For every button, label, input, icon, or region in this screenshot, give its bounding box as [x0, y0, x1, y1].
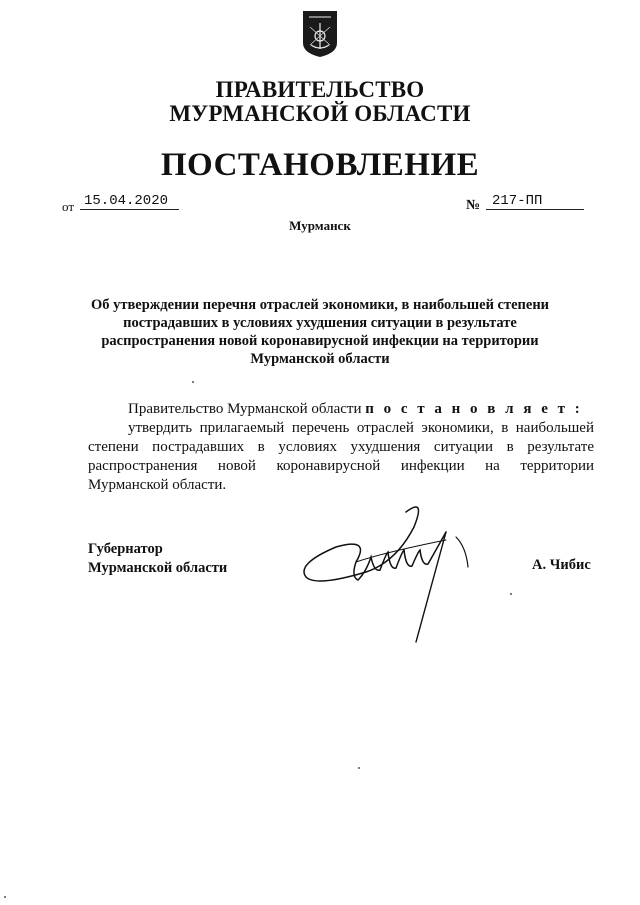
- scan-speck: [4, 896, 6, 898]
- signatory-position: [88, 540, 227, 578]
- date-prefix: от: [62, 199, 75, 214]
- scan-speck: [358, 767, 360, 769]
- document-number: 217-ПП: [486, 193, 584, 210]
- org-name-line1: ПРАВИТЕЛЬСТВО: [215, 77, 425, 102]
- org-name-line2: МУРМАНСКОЙ ОБЛАСТИ: [169, 101, 471, 126]
- document-type: ПОСТАНОВЛЕНИЕ: [160, 147, 480, 183]
- signatory-name: А. Чибис: [532, 557, 591, 573]
- document-body: [88, 400, 594, 495]
- title-line: распространения новой коронавирусной инфекции на территории: [101, 333, 539, 349]
- decision-paragraph: утвердить прилагаемый перечень отраслей экономики, в наибольшей степени пострадавших в условиях ухудшения ситуации в результате распространения новой коронавирусной инфекции на территории Мурманской области.: [88, 420, 594, 493]
- handwritten-signature: [296, 492, 486, 657]
- resolves-word: п о с т а н о в л я е т :: [365, 401, 583, 417]
- scan-speck: [510, 593, 512, 595]
- position-line: Губернатор: [88, 541, 163, 557]
- city: Мурманск: [289, 218, 351, 233]
- scan-speck: [192, 381, 194, 383]
- intro-text: Правительство Мурманской области: [128, 401, 362, 417]
- document-title: [90, 296, 550, 368]
- position-line: Мурманской области: [88, 560, 228, 576]
- title-line: Об утверждении перечня отраслей экономики, в наибольшей степени: [90, 297, 550, 313]
- title-line: пострадавших в условиях ухудшения ситуации в результате: [123, 315, 517, 331]
- title-line: Мурманской области: [250, 351, 390, 367]
- intro-paragraph: [88, 400, 594, 419]
- number-prefix: №: [466, 198, 481, 213]
- document-date: 15.04.2020: [80, 193, 179, 210]
- coat-of-arms-icon: [301, 9, 339, 59]
